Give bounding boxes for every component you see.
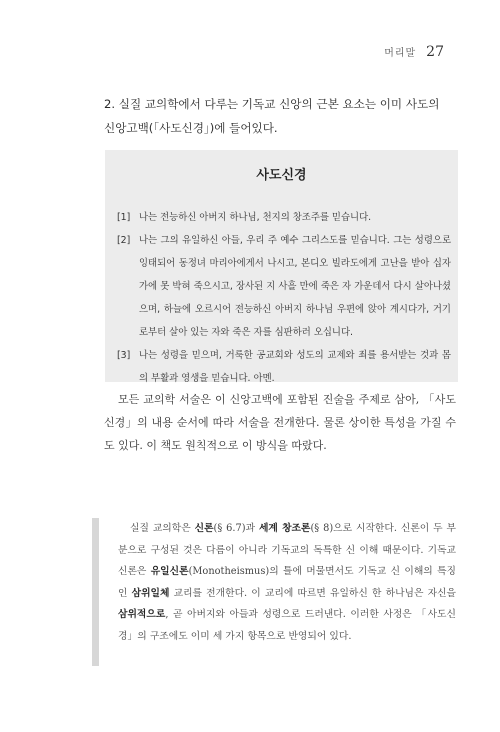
note-text-segment: (§ 6.7)과 — [213, 523, 259, 534]
creed-title: 사도신경 — [256, 168, 307, 183]
note-text — [118, 518, 456, 647]
term-doctrine-of-creation: 세계 창조론 — [258, 523, 311, 534]
creed-list — [117, 206, 451, 390]
intro-paragraph: 2. 실질 교의학에서 다루는 기독교 신앙의 근본 요소는 이미 사도의 신앙고백(「사도신경」)에 들어있다. — [104, 97, 440, 135]
term-triune: 삼위적으로 — [118, 609, 166, 620]
term-doctrine-of-god: 신론 — [194, 523, 214, 534]
creed-item-text: 나는 그의 유일하신 아들, 우리 주 예수 그리스도를 믿습니다. 그는 성령으로 잉태되어 동정녀 마리아에게서 나시고, 본디오 빌라도에게 고난을 받아 십자가에 못 박혀 죽으시고, 장사된 지 사흘 만에 죽은 자 가운데서 다시 살아나셨으며, 하늘에 오르시어 전능하신 아버지 하나님 우편에 앉아 계시다가, 거기로부터 살아 있는 자와 죽은 자를 심판하러 오십니다. — [139, 235, 451, 338]
creed-item — [117, 229, 451, 344]
creed-item — [117, 206, 451, 229]
note-text-segment: 실질 교의학은 — [130, 523, 195, 534]
note-text-segment: , 곧 아버지와 아들과 성령으로 드러낸다. 이러한 사정은 「사도신경」의 구조에도 이미 세 가지 항목으로 반영되어 있다. — [118, 609, 456, 642]
note-block — [92, 518, 460, 666]
note-text-segment: (§ 8)으로 시작한다. 신론이 두 부분으로 구성된 것은 다름이 아니라 기독교의 독특한 신 이해 때문이다. 기독교 신론은 — [118, 523, 457, 577]
page-number: 27 — [426, 44, 444, 60]
term-trinity: 삼위일체 — [131, 587, 170, 599]
creed-item-number: [1] — [117, 212, 131, 223]
note-text-segment: 교리를 전개한다. 이 교리에 따르면 유일하신 한 하나님은 자신을 — [169, 587, 457, 599]
note-text-segment: (Monotheismus)의 틀에 머물면서도 기독교 신 이해의 특징인 — [118, 566, 456, 599]
creed-item-number: [2] — [117, 235, 131, 246]
apostles-creed-box — [105, 150, 458, 382]
creed-item-number: [3] — [117, 350, 131, 361]
term-monotheism: 유일신론 — [150, 566, 189, 577]
body-paragraph: 모든 교의학 서술은 이 신앙고백에 포함된 진술을 주제로 삼아, 「사도신경」의 내용 순서에 따라 서술을 전개한다. 물론 상이한 특성을 가질 수도 있다. 이 책도 원칙적으로 이 방식을 따랐다. — [104, 393, 456, 452]
chapter-title: 머리말 — [384, 48, 417, 59]
note-side-bar — [92, 518, 99, 666]
creed-item-text: 나는 성령을 믿으며, 거룩한 공교회와 성도의 교제와 죄를 용서받는 것과 몸의 부활과 영생을 믿습니다. 아멘. — [139, 350, 451, 384]
creed-item — [117, 344, 451, 390]
running-head — [384, 44, 444, 60]
creed-item-text: 나는 전능하신 아버지 하나님, 천지의 창조주를 믿습니다. — [139, 212, 372, 223]
